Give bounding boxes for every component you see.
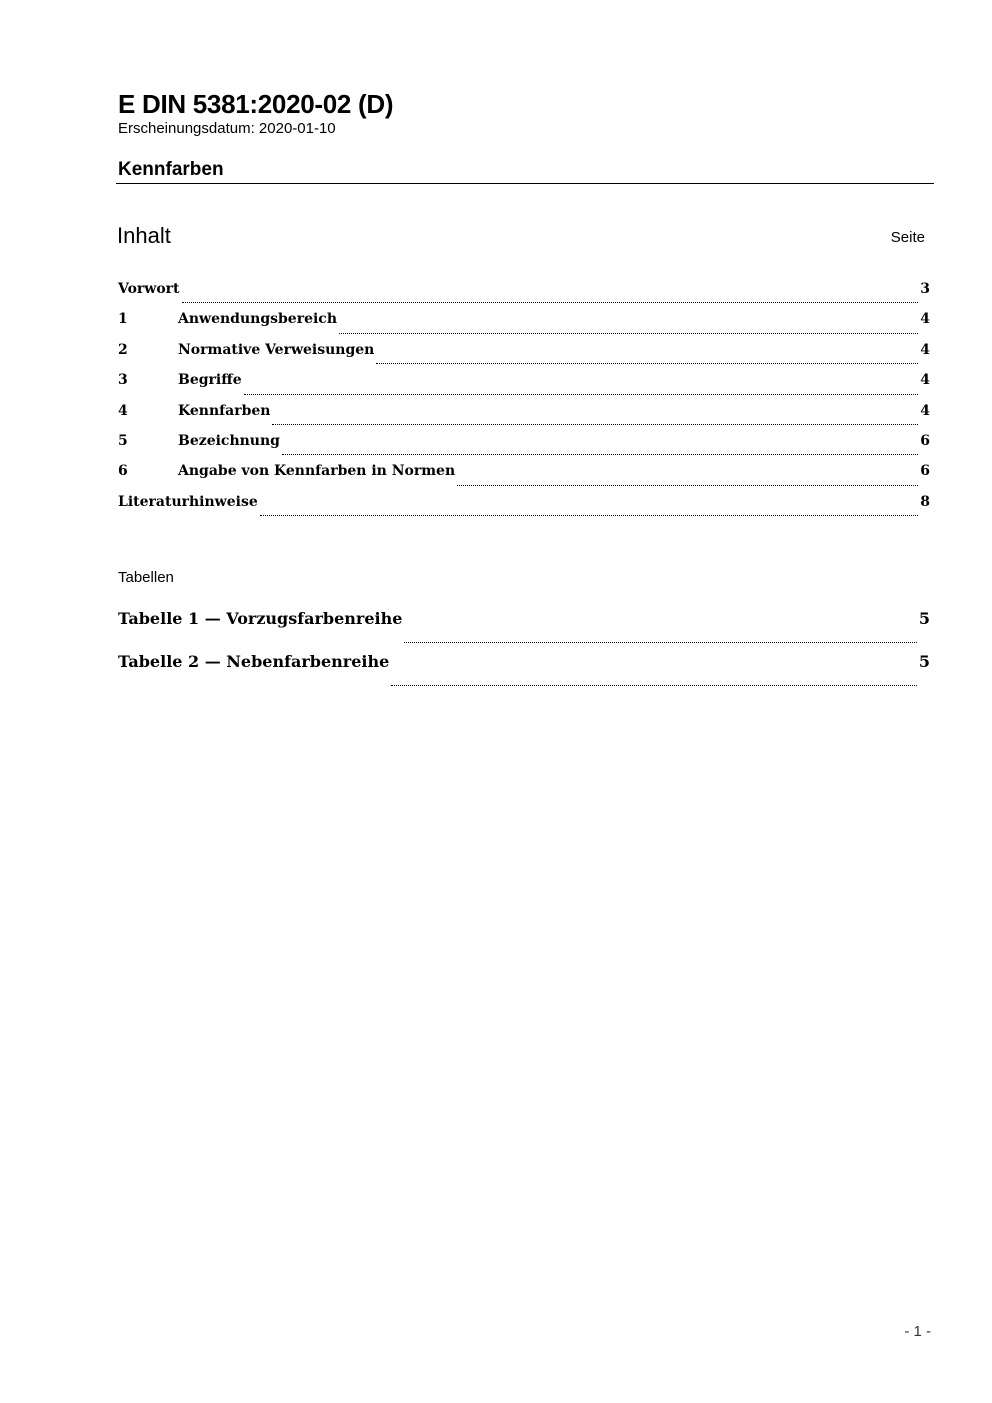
toc-entry-number: 6 [118, 463, 128, 480]
tables-list [118, 607, 930, 693]
toc-entry-page: 4 [920, 372, 930, 389]
toc-entry-title: Begriffe [178, 372, 242, 389]
issue-date: Erscheinungsdatum: 2020-01-10 [118, 120, 336, 137]
toc-entry-kennfarben[interactable] [118, 401, 930, 431]
toc-leader-dots [457, 485, 918, 486]
toc-entry-page: 4 [920, 311, 930, 328]
toc-entry-vorwort[interactable] [118, 279, 930, 309]
tables-heading: Tabellen [118, 569, 174, 586]
toc-leader-dots [272, 424, 918, 425]
toc-entry-normative-verweisungen[interactable] [118, 340, 930, 370]
toc-leader-dots [244, 394, 919, 395]
toc-entry-title: Normative Verweisungen [178, 341, 375, 358]
toc-leader-dots [391, 685, 917, 686]
document-subject: Kennfarben [118, 159, 224, 180]
toc-entry-title: Vorwort [118, 281, 180, 297]
toc-leader-dots [339, 333, 918, 334]
table-entry-title: Tabelle 2 — Nebenfarbenreihe [118, 652, 390, 671]
toc-entry-page: 8 [920, 493, 930, 510]
toc-entry-number: 2 [118, 341, 128, 358]
toc-entry-title: Literaturhinweise [118, 493, 258, 510]
toc-entry-number: 1 [118, 311, 128, 328]
toc-entry-angabe-von-kennfarben[interactable] [118, 461, 930, 491]
toc-leader-dots [282, 454, 918, 455]
toc-leader-dots [376, 363, 918, 364]
header-rule [116, 183, 934, 184]
table-entry-page: 5 [918, 652, 930, 671]
toc-entry-page: 4 [920, 402, 930, 419]
toc-entry-page: 3 [920, 281, 930, 297]
toc-entry-title: Angabe von Kennfarben in Normen [178, 463, 456, 480]
toc-entry-title: Kennfarben [178, 402, 271, 419]
table-entry-page: 5 [918, 609, 930, 628]
toc-list [118, 279, 930, 522]
toc-leader-dots [260, 515, 919, 516]
toc-entry-anwendungsbereich[interactable] [118, 309, 930, 339]
toc-entry-literaturhinweise[interactable] [118, 492, 930, 522]
page-number: - 1 - [904, 1323, 931, 1340]
table-entry-nebenfarbenreihe[interactable] [118, 650, 930, 693]
toc-leader-dots [182, 302, 919, 303]
document-title: E DIN 5381:2020-02 (D) [118, 89, 394, 119]
toc-entry-number: 3 [118, 372, 128, 389]
toc-entry-page: 6 [920, 463, 930, 480]
table-entry-title: Tabelle 1 — Vorzugsfarbenreihe [118, 609, 403, 628]
table-entry-vorzugsfarbenreihe[interactable] [118, 607, 930, 650]
toc-leader-dots [404, 642, 916, 643]
toc-entry-title: Anwendungsbereich [178, 311, 337, 328]
toc-entry-number: 4 [118, 402, 128, 419]
toc-entry-number: 5 [118, 432, 128, 449]
toc-entry-bezeichnung[interactable] [118, 431, 930, 461]
toc-entry-title: Bezeichnung [178, 432, 280, 449]
toc-entry-page: 4 [920, 341, 930, 358]
toc-entry-page: 6 [920, 432, 930, 449]
page-column-label: Seite [890, 229, 925, 246]
toc-heading: Inhalt [117, 223, 171, 248]
toc-entry-begriffe[interactable] [118, 370, 930, 400]
